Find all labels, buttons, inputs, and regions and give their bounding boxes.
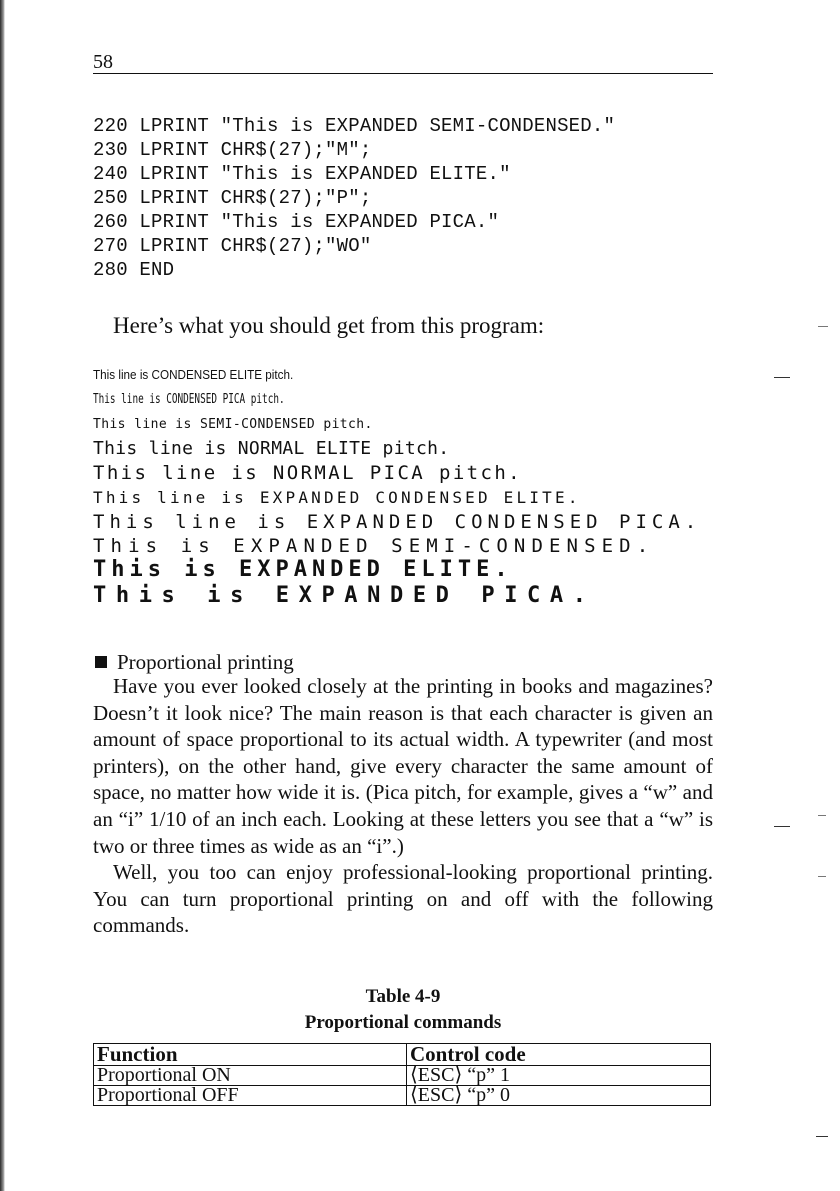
table-caption [93,984,713,1036]
table-cell-control-code: ⟨ESC⟩ “p” 1 [407,1066,711,1086]
paragraph: Have you ever looked closely at the printing in books and magazines? Doesn’t it look nice? The main reason is that each character is given an amount of space proportional to its actual width. A typewriter (and most printers), on the other hand, give every character the same amount of space, no matter how wide it is. (Pica pitch, for example, gives a “w” and an “i” 1/10 of an inch each. Looking at these letters you see that a “w” is two or three times as wide as an “i”.) [93,674,713,858]
margin-mark [818,876,826,877]
code-line: 240 LPRINT "This is EXPANDED ELITE." [93,163,511,185]
code-line: 230 LPRINT CHR$(27);"M"; [93,139,372,161]
code-line: 220 LPRINT "This is EXPANDED SEMI-CONDENSED." [93,115,616,137]
margin-mark [816,1136,828,1137]
proportional-commands-table [93,1043,711,1106]
section-heading [95,648,294,676]
margin-mark [818,815,826,816]
sample-semi-condensed: This line is SEMI-CONDENSED pitch. [93,417,373,432]
code-line: 250 LPRINT CHR$(27);"P"; [93,187,372,209]
sample-expanded-condensed-elite: This line is EXPANDED CONDENSED ELITE. [93,488,581,507]
sample-expanded-semi-condensed: This is EXPANDED SEMI-CONDENSED. [93,535,655,557]
table-title: Proportional commands [304,1012,502,1033]
margin-mark [818,326,828,327]
sample-normal-pica: This line is NORMAL PICA pitch. [93,462,523,484]
page-binding-edge [0,0,5,1191]
table-cell-function: Proportional OFF [94,1086,407,1106]
sample-expanded-pica: This is EXPANDED PICA. [93,583,596,608]
code-line: 280 END [93,259,175,281]
margin-mark [774,377,790,378]
sample-condensed-pica: This line is CONDENSED PICA pitch. [93,392,285,407]
sample-normal-elite: This line is NORMAL ELITE pitch. [93,438,450,459]
code-line: 260 LPRINT "This is EXPANDED PICA." [93,211,500,233]
table-cell-control-code: ⟨ESC⟩ “p” 0 [407,1086,711,1106]
margin-mark [774,826,790,827]
basic-program-listing [93,114,615,282]
section-heading-text: Proportional printing [117,650,294,674]
table-number: Table 4-9 [365,986,441,1007]
square-bullet-icon [95,656,107,668]
table-header-row [94,1044,711,1066]
table-row [94,1066,711,1086]
section-body [93,673,713,939]
paragraph: Well, you too can enjoy professional-looking proportional printing. You can turn proportional printing on and off with the following commands. [93,860,713,938]
code-line: 270 LPRINT CHR$(27);"WO" [93,235,372,257]
page-number: 58 [93,51,113,73]
sample-condensed-elite: This line is CONDENSED ELITE pitch. [93,367,294,382]
intro-text: Here’s what you should get from this program: [113,313,545,338]
sample-expanded-elite: This is EXPANDED ELITE. [93,557,513,582]
header-rule [93,73,713,74]
column-header-function: Function [94,1044,407,1066]
table-row [94,1086,711,1106]
table-cell-function: Proportional ON [94,1066,407,1086]
column-header-control-code: Control code [407,1044,711,1066]
sample-expanded-condensed-pica: This line is EXPANDED CONDENSED PICA. [93,511,702,533]
